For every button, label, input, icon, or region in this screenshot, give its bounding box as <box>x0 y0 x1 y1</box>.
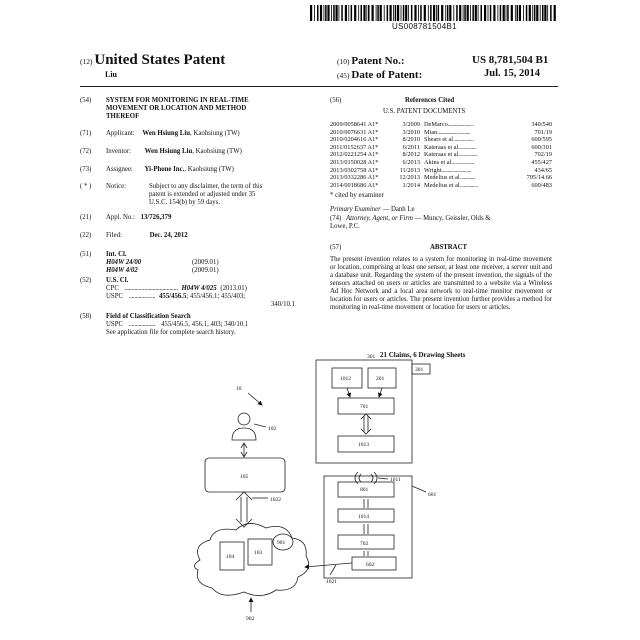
barcode-bar <box>481 5 483 21</box>
uspc-row <box>106 293 245 301</box>
cpc-row <box>106 285 247 293</box>
barcode-bar <box>554 5 556 21</box>
barcode-bar <box>325 5 327 21</box>
reference-dots: ......................... <box>441 166 471 174</box>
inventor-row <box>106 148 242 156</box>
field-uspc-row <box>106 321 248 329</box>
reference-class: 434/65 <box>534 166 552 174</box>
reference-date: 12/2013 <box>399 174 420 182</box>
barcode-bar <box>310 5 312 21</box>
code-12: (12) <box>80 57 93 66</box>
barcode-bar <box>430 5 432 21</box>
barcode-bar <box>544 5 546 21</box>
reference-date: 11/2013 <box>399 166 420 174</box>
reference-name: Shears et al. <box>424 136 455 144</box>
label-1013: 1013 <box>358 442 369 448</box>
code-22: (22) <box>80 232 92 239</box>
title-line-3: THEREOF <box>106 113 140 120</box>
reference-date: 6/2013 <box>402 159 420 166</box>
barcode-bar <box>536 5 538 21</box>
barcode-bar <box>523 5 524 21</box>
title <box>106 97 249 121</box>
barcode-bar <box>526 5 528 21</box>
uspc-label: USPC <box>106 293 124 300</box>
barcode-bar <box>368 5 370 21</box>
reference-number: 2013/0302758 A1* <box>330 166 379 174</box>
barcode-bar <box>354 5 356 21</box>
label-103: 103 <box>254 550 263 556</box>
barcode-bar <box>438 5 440 21</box>
notice-line-1: Subject to any disclaimer, the term of this <box>149 183 263 190</box>
field-see-note: See application file for complete search history. <box>106 329 236 336</box>
reference-date: 8/2010 <box>402 136 420 144</box>
barcode-bar <box>403 5 405 21</box>
barcode-bar <box>540 5 541 21</box>
code-45: (45) <box>337 71 350 80</box>
barcode-bar <box>411 5 413 21</box>
double-arrow-702-602 <box>364 551 368 556</box>
barcode-bar <box>414 5 416 21</box>
leader-1011 <box>378 478 388 479</box>
barcode-bar <box>498 5 499 21</box>
inventor-name: Wen Hsiung Liu <box>144 148 193 155</box>
reference-class: 701/19 <box>534 128 552 136</box>
reference-row <box>330 121 552 128</box>
applicant-location: , Kaohsiung (TW) <box>190 130 240 137</box>
barcode-bar <box>449 5 451 21</box>
reference-class: 702/19 <box>534 151 552 159</box>
date-label: Date of Patent: <box>351 69 423 81</box>
attorney-row <box>330 215 491 223</box>
barcode-bar <box>395 5 397 21</box>
reference-row <box>330 144 552 151</box>
barcode-bar <box>515 5 516 21</box>
applicant-row <box>106 130 240 138</box>
barcode-bar <box>534 5 536 21</box>
barcode-bar <box>433 5 435 21</box>
network-cloud <box>194 523 308 595</box>
assignee-name: Yi-Phone Inc. <box>144 166 185 173</box>
attorney-label: Attorney, Agent, or Firm <box>346 215 413 222</box>
label-1011: 1011 <box>390 477 401 483</box>
barcode-bar <box>428 5 429 21</box>
cpc-year: (2013.01) <box>220 285 247 292</box>
barcode-bar <box>341 5 343 21</box>
barcode-bar <box>453 5 454 21</box>
code-10: (10) <box>337 57 350 66</box>
code-52: (52) <box>80 277 92 284</box>
code-71: (71) <box>80 130 92 137</box>
barcode-bar <box>547 5 548 21</box>
barcode-bar <box>503 5 505 21</box>
cpc-label: CPC <box>106 285 119 292</box>
field-uspc-dots: ................... <box>128 321 156 328</box>
reference-row <box>330 159 552 166</box>
reference-row <box>330 182 552 189</box>
barcode-bar <box>384 5 385 21</box>
barcode-bar <box>488 5 489 21</box>
barcode-bar <box>507 5 509 21</box>
barcode-bar <box>333 5 335 21</box>
reference-number: 2010/0076631 A1* <box>330 128 379 136</box>
patent-header-left <box>80 52 225 69</box>
reference-class: 705/14.66 <box>526 174 552 182</box>
barcode-bar <box>441 5 443 21</box>
reference-name: Medelius et al. <box>424 174 462 182</box>
reference-class: 455/427 <box>531 159 552 166</box>
label-801: 801 <box>360 487 369 493</box>
int-cl-code-2: H04W 4/02 <box>106 267 138 274</box>
reference-name: Kateraas et al. <box>424 151 460 159</box>
barcode-bar <box>336 5 338 21</box>
reference-class: 600/595 <box>531 136 552 144</box>
label-1021: 1021 <box>326 579 337 585</box>
code-74: (74) <box>330 215 342 222</box>
barcode-bar <box>351 5 353 21</box>
uspc-rest: ; 455/456.1; 455/403; <box>186 293 246 300</box>
reference-row <box>330 174 552 181</box>
barcode-bar <box>324 5 325 21</box>
arrow-1012-701 <box>347 388 350 397</box>
label-1012: 1012 <box>340 376 351 382</box>
barcode-bar <box>390 5 392 21</box>
barcode-bar <box>459 5 461 21</box>
uspc-rest-2: 340/10.1 <box>271 301 295 308</box>
reference-date: 6/2011 <box>402 143 420 151</box>
notice-text <box>149 183 262 207</box>
code-72: (72) <box>80 148 92 155</box>
patent-number-row <box>337 55 405 67</box>
reference-row <box>330 151 552 158</box>
field-uspc-values: 455/456.5, 456.1, 403; 340/10.1 <box>161 321 249 328</box>
inventor-label: Inventor: <box>106 148 131 155</box>
barcode-bar <box>393 5 394 21</box>
inventor-surname: Liu <box>105 70 118 79</box>
reference-dots: ............ <box>461 174 476 182</box>
filed-row <box>106 232 188 240</box>
patent-date-row <box>337 69 422 81</box>
barcode-bar <box>500 5 502 21</box>
code-73: (73) <box>80 166 92 173</box>
cited-by-examiner: * cited by examiner <box>330 192 384 199</box>
barcode-bar <box>361 5 363 21</box>
leader-601 <box>412 486 426 492</box>
references-subtitle: U.S. PATENT DOCUMENTS <box>383 108 466 115</box>
filed-label: Filed: <box>106 232 122 239</box>
int-cl-year-2: (2009.01) <box>192 267 219 274</box>
double-arrow-1022 <box>236 492 252 527</box>
int-cl-code-1: H04W 24/00 <box>106 259 142 266</box>
barcode-bar <box>317 5 319 21</box>
barcode-bar <box>464 5 466 21</box>
abstract-title: ABSTRACT <box>430 244 468 251</box>
int-cl-year-1: (2009.01) <box>192 259 219 266</box>
reference-date: 3/2010 <box>402 128 420 136</box>
code-notice: ( * ) <box>80 183 92 190</box>
barcode-bar <box>405 5 407 21</box>
barcode-bar <box>484 5 486 21</box>
references-title: References Cited <box>405 97 455 104</box>
reference-name: DeMarco <box>424 121 448 128</box>
double-arrow-1014-702 <box>364 524 368 534</box>
barcode-bar <box>532 5 533 21</box>
uspc-dots: ................... <box>128 293 156 300</box>
title-line-1: SYSTEM FOR MONITORING IN REAL-TIME <box>106 97 249 104</box>
arrow-10 <box>248 393 262 405</box>
code-51: (51) <box>80 251 92 258</box>
appl-no: 13/726,379 <box>140 214 172 221</box>
barcode-bar <box>424 5 426 21</box>
patent-date: Jul. 15, 2014 <box>484 68 541 79</box>
label-701: 701 <box>360 404 369 410</box>
barcode-number: US008781504B1 <box>392 22 457 31</box>
label-601: 601 <box>428 492 437 498</box>
appl-no-label: Appl. No.: <box>106 214 135 221</box>
code-57: (57) <box>330 244 342 251</box>
double-arrow-801-1014 <box>364 499 368 508</box>
reference-name: Wright <box>424 166 442 174</box>
attorney-line-2: Lowe, P.C. <box>330 223 360 230</box>
label-901: 901 <box>277 540 286 546</box>
notice-label: Notice: <box>106 183 127 190</box>
notice-line-3: U.S.C. 154(b) by 59 days. <box>149 199 220 206</box>
reference-class: 600/301 <box>531 143 552 151</box>
code-58: (58) <box>80 313 92 320</box>
barcode-bar <box>358 5 359 21</box>
label-201: 201 <box>376 376 385 382</box>
label-702: 702 <box>360 541 369 547</box>
field-label: Field of Classification Search <box>106 313 191 320</box>
assignee-location: , Kaohsiung (TW) <box>184 166 234 173</box>
barcode-bar <box>397 5 399 21</box>
barcode-bar <box>387 5 389 21</box>
double-arrow-701-1013 <box>361 414 371 434</box>
reference-date: 1/2014 <box>402 181 420 189</box>
barcode-bar <box>456 5 458 21</box>
uspc-main: 455/456.5 <box>159 293 187 300</box>
reference-name: Kateraas et al. <box>424 143 460 151</box>
reference-number: 2009/0058641 A1* <box>330 121 379 128</box>
barcode-bar <box>472 5 474 21</box>
examiner-label: Primary Examiner <box>330 206 381 213</box>
cpc-dots: ...................................... <box>124 285 178 292</box>
reference-number: 2013/0332286 A1* <box>330 174 379 182</box>
reference-number: 2013/0150028 A1* <box>330 159 379 166</box>
barcode-bar <box>517 5 519 21</box>
reference-dots: .................. <box>452 159 474 166</box>
barcode-bar <box>320 5 322 21</box>
barcode-bar <box>493 5 495 21</box>
cpc-code: H04W 4/025 <box>181 285 217 292</box>
attorney-line-1: — Muncy, Geissler, Olds & <box>414 215 491 222</box>
label-301: 301 <box>367 354 376 360</box>
leader-1021 <box>330 565 336 575</box>
arrow-201-701 <box>379 388 382 397</box>
barcode-bar <box>366 5 367 21</box>
notice-line-2: patent is extended or adjusted under 35 <box>149 191 256 198</box>
barcode-bar <box>345 5 347 21</box>
reference-row <box>330 167 552 174</box>
reference-name: Mian <box>424 128 438 136</box>
label-602: 602 <box>366 562 375 568</box>
reference-dots: .............. <box>459 143 477 151</box>
barcode-bar <box>475 5 477 21</box>
barcode-bar <box>401 5 402 21</box>
reference-row <box>330 136 552 143</box>
barcode-bar <box>463 5 464 21</box>
field-uspc-label: USPC <box>106 321 124 328</box>
reference-number: 2014/0018686 A1* <box>330 181 379 189</box>
applicant-name: Wen Hsiung Liu <box>142 130 191 137</box>
barcode-bar <box>506 5 507 21</box>
barcode-bar <box>376 5 377 21</box>
barcode-bar <box>467 5 469 21</box>
barcode-bar <box>314 5 315 21</box>
reference-number: 2010/0204616 A1* <box>330 136 379 144</box>
examiner-name: — Danh Le <box>382 206 415 213</box>
label-1022: 1022 <box>270 497 281 503</box>
barcode-bar <box>372 5 374 21</box>
barcode-bar <box>348 5 349 21</box>
reference-dots: .............. <box>461 181 478 189</box>
reference-dots: ...................... <box>447 121 474 128</box>
barcode-bar <box>380 5 382 21</box>
leader-102 <box>254 424 266 427</box>
barcode-bar <box>363 5 365 21</box>
inventor-location: , Kaohsiung (TW) <box>192 148 242 155</box>
us-cl-label: U.S. Cl. <box>106 277 129 284</box>
barcode-bar <box>418 5 419 21</box>
barcode-bar <box>420 5 422 21</box>
barcode-bar <box>436 5 437 21</box>
filed-date: Dec. 24, 2012 <box>149 232 188 239</box>
code-56: (56) <box>330 97 342 104</box>
label-10: 10 <box>236 386 242 392</box>
user-person-icon <box>232 413 256 440</box>
code-21: (21) <box>80 214 92 221</box>
applicant-label: Applicant: <box>106 130 135 137</box>
assignee-row <box>106 166 234 174</box>
reference-name: Akins et al. <box>424 159 453 166</box>
reference-date: 3/2009 <box>402 121 420 128</box>
reference-class: 600/483 <box>531 181 552 189</box>
reference-date: 8/2012 <box>402 151 420 159</box>
reference-dots: ................ <box>454 136 474 144</box>
barcode-bar <box>550 5 552 21</box>
label-301-tab: 301 <box>415 367 424 373</box>
reference-row <box>330 129 552 136</box>
int-cl-label: Int. Cl. <box>106 251 127 258</box>
barcode-bar <box>529 5 531 21</box>
reference-name: Medelius et al. <box>424 181 462 189</box>
barcode-bar <box>445 5 446 21</box>
barcode-bar <box>327 5 329 21</box>
assignee-label: Assignee: <box>106 166 133 173</box>
abstract-text: The present invention relates to a system for monitoring in real-time movement or location, comprising at least one sensor, at least one receiver, a server unit and a database unit. Regarding the system of the present invention, the signals of the sensors attached on users or articles are transmitted to a website via a Wireless Ad Hoc Network and a local area network to real-time monitor movement or location for users or articles. The present invention further provides a method for monitoring in real-time movement or location for users or articles. <box>330 256 552 311</box>
claims-count: 21 Claims, 6 Drawing Sheets <box>380 351 466 359</box>
reference-number: 2012/0221254 A1* <box>330 151 379 159</box>
code-54: (54) <box>80 97 92 104</box>
patent-type: United States Patent <box>94 52 226 68</box>
barcode-bar <box>447 5 449 21</box>
arrow-1021 <box>305 563 352 567</box>
header-rule <box>80 86 558 87</box>
barcode-bar <box>408 5 409 21</box>
barcode-bar <box>478 5 479 21</box>
barcode-bar <box>377 5 379 21</box>
reference-class: 340/540 <box>531 121 552 128</box>
patent-number: US 8,781,504 B1 <box>472 54 549 66</box>
barcode <box>310 5 556 21</box>
reference-dots: ............................ <box>437 128 471 136</box>
label-102: 102 <box>268 426 277 432</box>
patent-no-label: Patent No.: <box>351 55 405 67</box>
barcode-bar <box>542 5 544 21</box>
barcode-bar <box>511 5 513 21</box>
barcode-bar <box>470 5 471 21</box>
barcode-bar <box>490 5 492 21</box>
title-line-2: MOVEMENT OR LOCATION AND METHOD <box>106 105 247 112</box>
double-arrow-person-105 <box>241 443 247 457</box>
reference-dots: ............... <box>459 151 478 159</box>
barcode-bar <box>519 5 521 21</box>
reference-number: 2011/0152637 A1* <box>330 143 379 151</box>
label-104: 104 <box>226 554 235 560</box>
label-105: 105 <box>240 474 249 480</box>
appl-no-row <box>106 214 171 222</box>
label-1014: 1014 <box>358 514 369 520</box>
barcode-bar <box>331 5 332 21</box>
barcode-bar <box>339 5 340 21</box>
examiner-row <box>330 206 415 214</box>
label-902: 902 <box>246 616 255 622</box>
